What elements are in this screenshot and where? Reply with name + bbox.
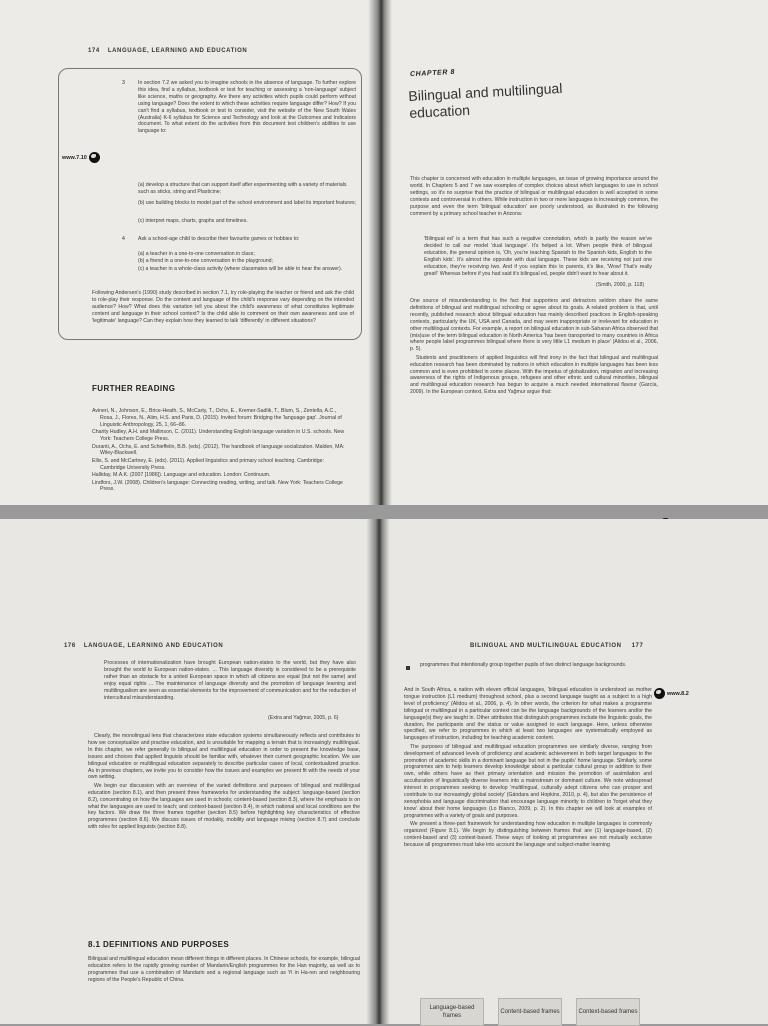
question-3-text: In section 7.2 we asked you to imagine schools in the absence of language. To further explore this idea, find a syllabus, textbook or test for teaching or assessing a 'non-language' subject like science, maths or geography. Are there any activities which pupils could perform without using language? Does the extent to which these activities require language differ? How? If you can't find a syllabus, textbook or test to consider, visit the website of the New South Wales (Australia) K-6 syllabus for Science and Technology and look at the Outcomes and Indicators document. To what extent do the activities from this document test children's abilities to use language to: (138, 80, 356, 135)
question-4-text: Ask a school-age child to describe their favourite games or hobbies to: (138, 236, 300, 242)
reference-item: Ellis, S. and McCartney, E. (eds). (2011). Applied linguistics and primary school teaching. Cambridge: Cambridge University Press. (92, 457, 324, 471)
q3-option-b: (b) use building blocks to model part of the school environment and label its important features; (138, 200, 356, 206)
body-text (410, 298, 658, 398)
paragraph: Bilingual and multilingual education mean different things in different places. In Chinese schools, for example, bilingual education refers to the rapidly growing number of Mandarin/English programmes for the Han majority, as well as to programmes that use a combination of Mandarin and a regional language such as Yi in Ha-ren and neighbouring regions of the People's Republic of China. (88, 956, 360, 983)
q4-option-c: (c) a teacher in a whole-class activity (where classmates will be able to hear the answer). (138, 266, 343, 272)
reference-item: Halliday, M.A.K. (2007 [1986]). Language and education. London: Continuum. (92, 472, 271, 479)
web-tag-label: www.8.2 (667, 690, 689, 697)
page-175 (0, 0, 768, 505)
reference-item: Lindfors, J.W. (2008). Children's language: Connecting reading, writing, and talk. New York: Teachers College Press. (92, 479, 343, 493)
section-heading-8-1: 8.1 DEFINITIONS AND PURPOSES (88, 940, 230, 949)
reference-item: Avineri, N., Johnson, E., Brice-Heath, S., McCarty, T., Ochs, E., Kremer-Sadlik, T., Blum, S., Zentella, A.C., Rosa, J., Flores, N., Alim, H.S. and Paris, D. (2015). Invited forum: Bridging the 'language gap'. Journal of Linguistic Anthropology, 25, 1, 66–86. (92, 408, 342, 428)
bullet-icon (406, 666, 410, 670)
frame-language-based: Language-based frames (420, 998, 484, 1026)
paragraph: We present a three-part framework for understanding how education in multiple languages is commonly organized (Figure 8.1). We begin by distinguishing between frames that are (1) language-based, (2) content-based and (3) context-based. These ways of looking at programmes are not mutually exclusive because all programmes must take into account the language and subject-matter learning (404, 821, 652, 848)
page-177 (0, 519, 768, 1024)
block-quote: 'Bilingual ed' is a term that has such a negative connotation, which is partly the reason we've decided to call our model 'dual language'. It's helped a lot. When people think of bilingual education, the general opinion is, 'Oh, you're teaching Spanish to the Spanish kids, English to the English kids'. It's almost the opposite with dual language. These kids are receiving not just one education, they're receiving two. And if you explain this to parents, it's like, 'Wow! That's really great!' Whereas before if you had said it's bilingual ed, people didn't want to hear about it. (424, 236, 652, 277)
bottom-spread (0, 519, 768, 1024)
q3-option-a: (a) develop a structure that can support itself after experimenting with a variety of materials such as sticks, string and Plasticine; (138, 182, 347, 195)
globe-icon (654, 688, 665, 699)
reference-item: Charity Hudley, A.H. and Mallinson, C. (2011). Understanding English language variation in U.S. schools. New York: Teachers College Press. (92, 429, 345, 443)
page-number: 176 (64, 643, 76, 649)
chapter-title-line-2: education (408, 101, 471, 121)
running-head-text: LANGUAGE, LEARNING AND EDUCATION (107, 48, 248, 54)
question-4-number: 4 (122, 236, 125, 242)
page-number: 177 (631, 643, 644, 649)
chapter-title-line-1: Bilingual and multilingual (408, 79, 563, 104)
bullet-item (420, 662, 654, 670)
body-text (404, 687, 652, 850)
top-spread (0, 0, 768, 505)
reference-item: Duranti, A., Ochs, E. and Schieffelin, B.B. (eds). (2012). The handbook of language socialization. Malden, MA: Wiley-Blackwell. (92, 443, 345, 457)
paragraph: Clearly, the monolingual lens that characterizes state education systems simultaneously reflects and contributes to how we conceptualize and practise education, and is unsuitable for mapping a terrain that is increasingly multilingual. In this chapter, we refer generally to bilingual and multilingual education in order to present the knowledge base, issues and choices that applied linguists should be familiar with, whatever their current geographic location. We use bilingual education or multilingual education separately to describe particular cases of local, contextualized practice. As in previous chapters, we invite you to consider how the issues and examples we present fit with the needs of your own setting. (88, 733, 360, 781)
page-number: 174 (88, 48, 100, 54)
further-reading-heading: FURTHER READING (92, 384, 176, 393)
chapter-label: CHAPTER 8 (409, 68, 456, 79)
running-head-177 (470, 643, 643, 649)
web-tag-label: www.7.10 (62, 154, 87, 161)
q4-option-a: (a) a teacher in a one-to-one conversation in class; (138, 251, 255, 257)
q4-option-b: (b) a friend in a one-to-one conversation in the playground; (138, 258, 273, 264)
follow-up-text: Following Andersen's (1990) study described in section 7.1, try role-playing the teacher or friend and ask the child to role-play their response. Do the content and language of the child's response vary depending on the intended audience? How? What does this variation tell you about the child's awareness of what constitutes legitimate content and language in their school context? Is the child able to comment on their own awareness and use of 'legitimate' language? Can they explain how they learned to talk 'differently' in different situations? (92, 290, 354, 324)
frame-content-based: Content-based frames (498, 998, 562, 1026)
paragraph: One source of misunderstanding is the fact that supporters and detractors seldom share the same definitions of bilingual and multilingual schooling or agree about its goals. A related problem is that, until recently, published research about bilingual education has mainly described practices in English-speaking contexts, particularly the UK, USA and Canada, and may seem inappropriate or irrelevant for education in other multilingual contexts. For example, a report on bilingual education in sub-Saharan Africa observed that (mis)use of the term bilingual education in North America 'has been transported to many countries in Africa where people label programmes bilingual where there is very little L1 medium in place' (Alidou et al., 2006, p. 5). (410, 298, 658, 353)
paragraph: We begin our discussion with an overview of the varied definitions and purposes of bilingual and multilingual education (section 8.1), and then present three frameworks for understanding the subject: language-based (section 8.2), concentrating on how the languages are used in schools; content-based (section 8.3), where the emphasis is on what the languages are used to teach; and context-based (section 8.4), in which national and local conditions are the key factors. We draw the three frames together (section 8.5) before highlighting key characteristics of effective programmes (section 8.6). We discuss issues of modality, mobility and language mixing (section 8.7) and conclude with roles for applied linguists (section 8.8). (88, 782, 360, 831)
paragraph: programmes that intentionally group together pupils of two distinct language backgrounds. (420, 662, 627, 668)
running-head-text: LANGUAGE, LEARNING AND EDUCATION (83, 643, 224, 649)
paragraph: Students and practitioners of applied linguistics will find irony in the fact that bilingual and multilingual education research has been dominated by nations in which education in multiple languages has been less common and is even prohibited in some places. With the impetus of globalization, migration and increasing awareness of the rights of Indigenous groups, refugees and other ethnic and cultural minorities, bilingual and multilingual education research has begun to acquire a much needed international flavour (García, 2009). In the European context, Extra and Yağmur argue that: (410, 354, 658, 396)
running-head-text: BILINGUAL AND MULTILINGUAL EDUCATION (470, 643, 622, 649)
paragraph: The purposes of bilingual and multilingual education programmes are similarly diverse, ranging from development of advanced levels of proficiency and academic achievement in both target languages to the promotion of academic skills in a dominant language but not in the pupils' home language. Similarly, some programmes aim to help learners develop knowledge about a particular cultural group in addition to their own, while others have as their primary orientation and mission the promotion of assimilation and acculturation of linguistically diverse learners into a mainstream or dominant culture. We note widespread interest in programmes seeking to develop 'multilingual, culturally adept citizens who can prosper and contribute to our increasingly global society' (Gándara and Hopkins, 2010, p. 4), but also the persistence of xenophobia and language discrimination that encourage language minority to children to 'forget what they know' about their home languages (Lo Bianco, 2009, p. 2). In this chapter we will look at examples of programmes with a variety of goals and purposes. (404, 743, 652, 819)
q3-option-c: (c) interpret maps, charts, graphs and timelines. (138, 218, 248, 224)
chapter-title (408, 80, 564, 122)
quote-citation: (Extra and Yağmur, 2005, p. 6) (268, 715, 339, 721)
frame-context-based: Context-based frames (576, 998, 640, 1026)
paragraph: This chapter is concerned with education in multiple languages, an issue of growing importance around the world. In Chapters 5 and 7 we saw examples of complex choices about which languages to use in school settings, so it's no surprise that the practice of bilingual or multilingual education is well accepted in some contexts and controversial in others. While instruction in two or more languages is increasingly common, the purpose and even the term 'bilingual education' are poorly understood, as illustrated in the following comment by a primary school teacher in Arizona: (410, 176, 658, 217)
web-tag-8-2[interactable] (654, 688, 689, 699)
intro-paragraph (410, 176, 658, 219)
block-quote: Processes of internationalization have brought European nation-states to the world, but they have also brought the world to European nation-states. ... This language diversity is considered to be a prerequisite rather than an obstacle for a united European space in which all citizens are equal (but not the same) and enjoy equal rights ... The maintenance of language diversity and the promotion of language learning and multilingualism are seen as essential elements for the improvement of communication and for the reduction of intercultural misunderstanding. (104, 660, 356, 701)
question-3-number: 3 (122, 80, 125, 86)
paragraph: And in South Africa, a nation with eleven official languages, 'bilingual education is understood as mother tongue instruction (L1 medium) throughout school, plus a second language taught as a subject to a high level of proficiency' (Alidou et al., 2006, p. 4). In other words, the criterion for what makes a programme bilingual or multilingual in a particular context can be the language backgrounds of the learners and/or the language(s) they are taught in. Other attributes that distinguish programmes include the linguistic goals, the duration, the participants and the status or value assigned to each language. Here, unless otherwise specified, we refer to programmes in which at least two languages are systematically employed as languages of instruction, including for teaching academic content. (404, 687, 652, 742)
quote-citation: (Smith, 2000, p. 118) (596, 282, 645, 288)
